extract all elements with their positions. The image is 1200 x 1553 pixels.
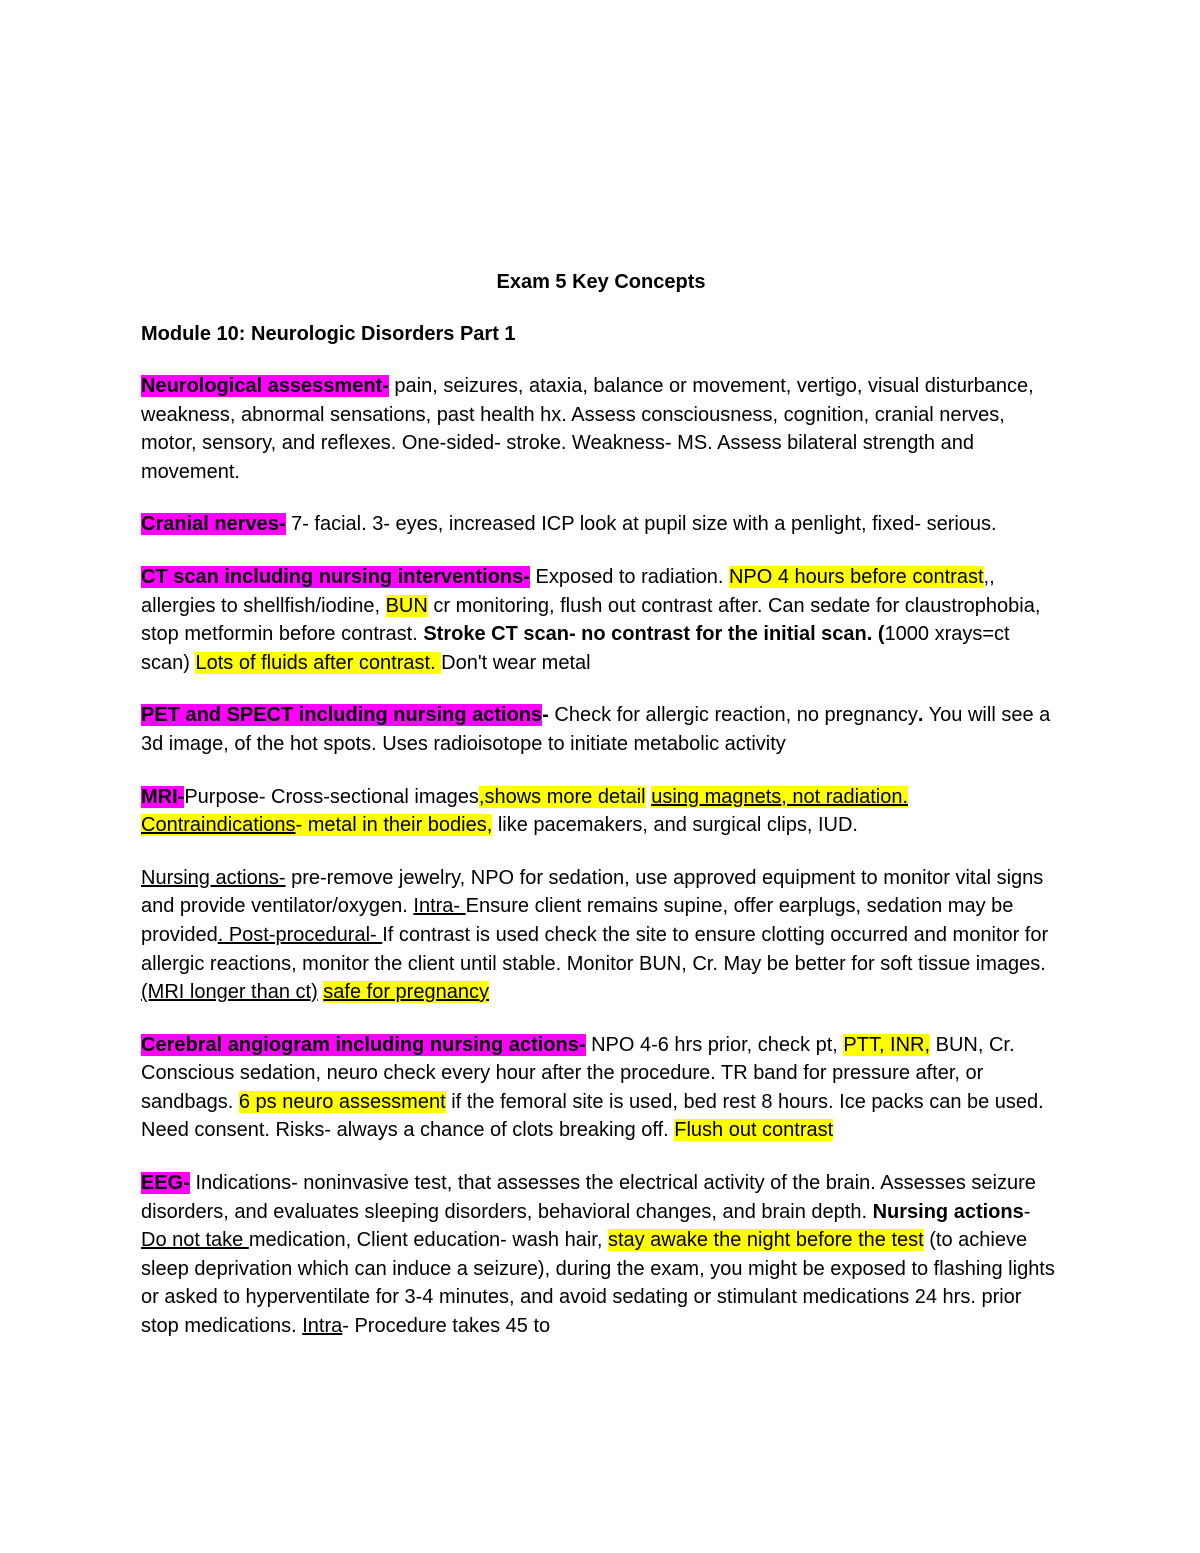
bold-text: .	[917, 704, 924, 727]
text-run: cr monitoring, flush out contrast after. Can sedate for claustrophobia, stop metformin before contrast.	[141, 594, 1041, 646]
text-run: -	[1023, 1200, 1031, 1223]
bold-text: Stroke CT scan- no contrast for the initial scan. (	[423, 623, 885, 646]
underlined-text: . Post-procedural-	[217, 923, 383, 946]
paragraph-eeg	[141, 1169, 1061, 1341]
text-run: If contrast is used check the site to ensure clotting occurred and monitor for allergic reactions, monitor the client until stable. Monitor BUN, Cr. May be better for soft tissue images.	[141, 923, 1049, 975]
text-run: Check for allergic reaction, no pregnancy	[548, 704, 918, 727]
text-run: NPO 4-6 hrs prior, check pt,	[585, 1033, 844, 1056]
text-run: (to achieve sleep deprivation which can induce a seizure), during the exam, you might be exposed to flashing lights or asked to hyperventilate for 3-4 minutes, and avoid sedating or stimulant medications 24 hrs. prior stop medications.	[141, 1229, 1055, 1338]
underlined-text: Intra-	[413, 895, 466, 918]
key-point-highlight: ,shows more detail	[478, 785, 646, 808]
underlined-text: Do not take	[141, 1229, 249, 1252]
paragraph-cranial-nerves	[141, 510, 1061, 539]
section-heading-highlight: Cerebral angiogram including nursing actions-	[141, 1033, 586, 1056]
section-heading-highlight: Cranial nerves-	[141, 513, 286, 536]
paragraph-pet-spect	[141, 701, 1061, 758]
key-point-highlight: PTT, INR,	[843, 1033, 931, 1056]
text-run: 1000 xrays=ct scan)	[141, 623, 1010, 674]
text-run: 7- facial. 3- eyes, increased ICP look at pupil size with a penlight, fixed- serious.	[285, 513, 997, 536]
paragraph-mri	[141, 783, 1061, 840]
section-heading-highlight: CT scan including nursing interventions-	[141, 565, 530, 588]
paragraph-list	[141, 372, 1061, 1341]
section-heading-highlight: EEG-	[141, 1172, 190, 1195]
underlined-text: Nursing actions-	[141, 866, 286, 889]
paragraph-cerebral-angiogram	[141, 1031, 1061, 1145]
bold-text: -	[542, 704, 549, 727]
text-run: Ensure client remains supine, offer earplugs, sedation may be provided	[141, 895, 1014, 946]
text-run: medication, Client education- wash hair,	[248, 1229, 608, 1252]
underlined-text: (MRI longer than ct)	[141, 981, 318, 1004]
key-point-highlight: using magnets, not radiation. Contraindications	[141, 785, 909, 837]
key-point-highlight: NPO 4 hours before contrast	[728, 565, 984, 588]
key-point-highlight: Lots of fluids after contrast.	[195, 651, 442, 674]
key-point-highlight: safe for pregnancy	[323, 981, 489, 1004]
bold-text: Nursing actions	[872, 1200, 1024, 1223]
text-run: pain, seizures, ataxia, balance or movement, vertigo, visual disturbance, weakness, abnormal sensations, past health hx. Assess consciousness, cognition, cranial nerves, motor, sensory, and reflexes. One-sided- stroke. Weakness- MS. Assess bilateral strength and movement.	[141, 375, 1034, 483]
text-run: ,, allergies to shellfish/iodine,	[141, 565, 995, 617]
text-run: Exposed to radiation.	[529, 565, 729, 588]
document-title: Exam 5 Key Concepts	[496, 271, 706, 293]
text-run: Don't wear metal	[441, 651, 591, 674]
text-run: like pacemakers, and surgical clips, IUD.	[492, 814, 858, 837]
text-run: - Procedure takes 45 to	[342, 1315, 551, 1338]
section-heading-highlight: MRI-	[141, 785, 185, 808]
section-heading-highlight: PET and SPECT including nursing actions	[141, 704, 543, 727]
paragraph-neuro-assessment	[141, 372, 1061, 486]
underlined-text: Intra	[302, 1315, 343, 1338]
section-heading-highlight: Neurological assessment-	[141, 375, 389, 397]
text-run: You will see a 3d image, of the hot spots. Uses radioisotope to initiate metabolic activity	[141, 704, 1051, 755]
key-point-highlight: 6 ps neuro assessment	[238, 1090, 446, 1113]
key-point-highlight: Flush out contrast	[674, 1119, 834, 1142]
paragraph-mri-nursing	[141, 864, 1061, 1007]
module-heading: Module 10: Neurologic Disorders Part 1	[141, 323, 516, 345]
text-run: BUN, Cr. Conscious sedation, neuro check every hour after the procedure. TR band for pressure after, or sandbags.	[141, 1033, 1015, 1113]
document-content	[141, 268, 1061, 1365]
paragraph-ct-scan	[141, 563, 1061, 677]
key-point-highlight: stay awake the night before the test	[607, 1229, 924, 1252]
key-point-highlight: - metal in their bodies,	[295, 814, 493, 837]
text-run: if the femoral site is used, bed rest 8 hours. Ice packs can be used. Need consent. Risks- always a chance of clots breaking off.	[141, 1090, 1044, 1142]
text-run: pre-remove jewelry, NPO for sedation, use approved equipment to monitor vital signs and provide ventilator/oxygen.	[141, 866, 1044, 918]
key-point-highlight: BUN	[385, 594, 428, 617]
text-run: Indications- noninvasive test, that assesses the electrical activity of the brain. Assesses seizure disorders, and evaluates sleeping disorders, behavioral changes, and brain depth.	[141, 1172, 1036, 1223]
text-run: Purpose- Cross-sectional images	[184, 785, 479, 808]
